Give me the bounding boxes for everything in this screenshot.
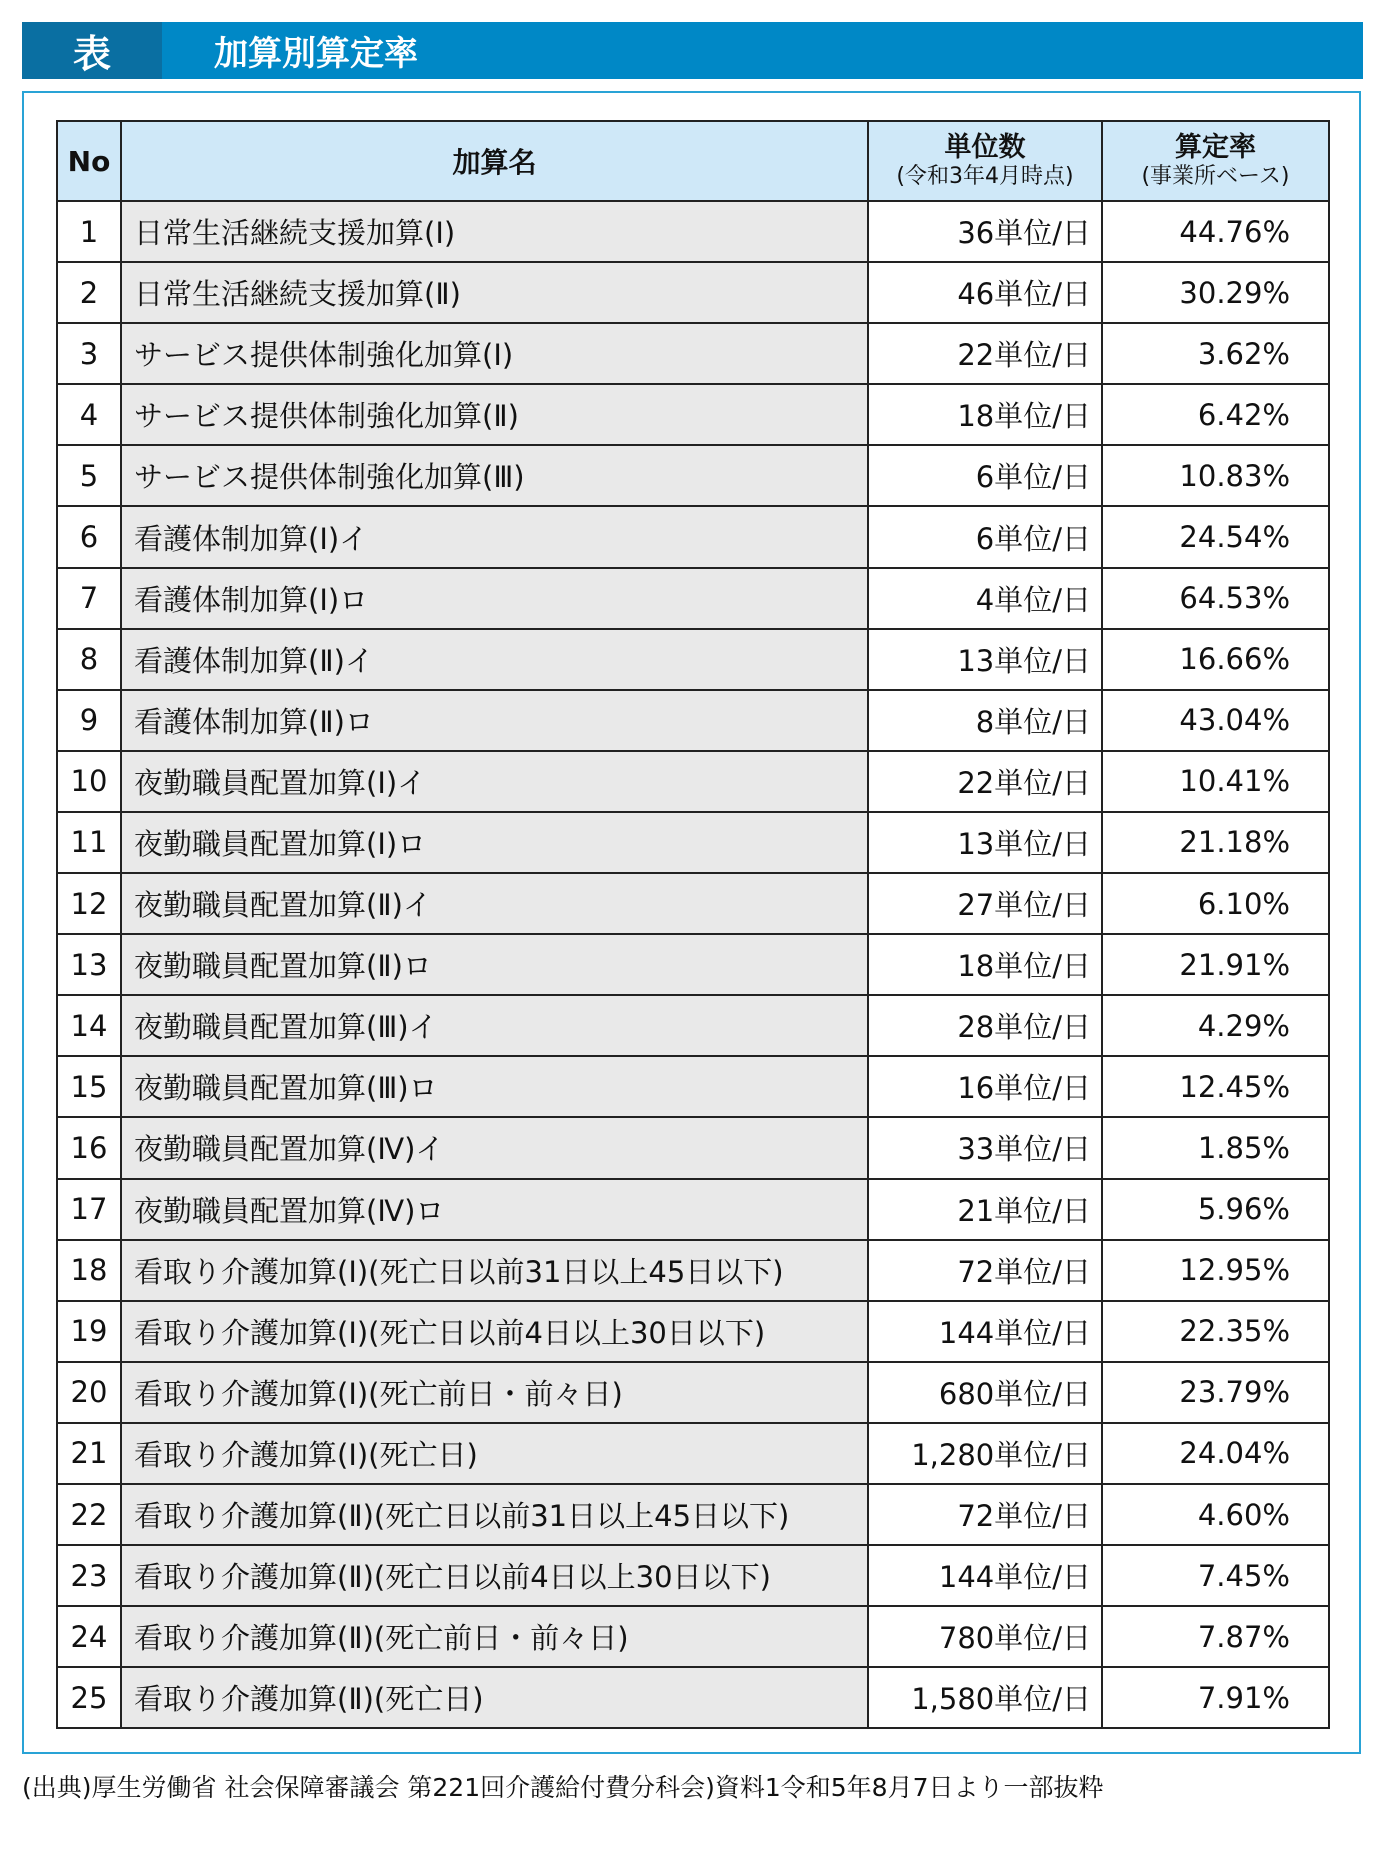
- table-header-row: [57, 121, 1329, 201]
- table-row: [57, 1301, 1329, 1362]
- row-name: 看取り介護加算(Ⅱ)(死亡日): [121, 1667, 868, 1728]
- table-row: [57, 1423, 1329, 1484]
- table-row: [57, 1117, 1329, 1178]
- row-no: 13: [57, 934, 121, 995]
- header-unit: [868, 121, 1102, 201]
- header-name: 加算名: [121, 121, 868, 201]
- row-rate: 4.60%: [1102, 1484, 1329, 1545]
- row-unit: 144単位/日: [868, 1301, 1102, 1362]
- table-row: [57, 1545, 1329, 1606]
- row-rate: 7.91%: [1102, 1667, 1329, 1728]
- row-unit: 36単位/日: [868, 201, 1102, 262]
- row-unit: 16単位/日: [868, 1056, 1102, 1117]
- row-name: 夜勤職員配置加算(Ⅱ)ロ: [121, 934, 868, 995]
- row-rate: 4.29%: [1102, 995, 1329, 1056]
- row-no: 17: [57, 1179, 121, 1240]
- table-row: [57, 1056, 1329, 1117]
- table-row: [57, 812, 1329, 873]
- row-unit: 680単位/日: [868, 1362, 1102, 1423]
- table-row: [57, 629, 1329, 690]
- table-row: [57, 751, 1329, 812]
- row-unit: 72単位/日: [868, 1484, 1102, 1545]
- row-unit: 22単位/日: [868, 751, 1102, 812]
- row-rate: 24.54%: [1102, 506, 1329, 567]
- row-unit: 28単位/日: [868, 995, 1102, 1056]
- row-unit: 6単位/日: [868, 445, 1102, 506]
- row-no: 7: [57, 568, 121, 629]
- row-unit: 33単位/日: [868, 1117, 1102, 1178]
- row-no: 25: [57, 1667, 121, 1728]
- table-row: [57, 995, 1329, 1056]
- row-rate: 43.04%: [1102, 690, 1329, 751]
- row-name: 夜勤職員配置加算(Ⅳ)ロ: [121, 1179, 868, 1240]
- row-unit: 1,280単位/日: [868, 1423, 1102, 1484]
- table-row: [57, 445, 1329, 506]
- row-rate: 30.29%: [1102, 262, 1329, 323]
- row-no: 3: [57, 323, 121, 384]
- row-unit: 18単位/日: [868, 384, 1102, 445]
- row-rate: 22.35%: [1102, 1301, 1329, 1362]
- row-no: 12: [57, 873, 121, 934]
- page-title: 加算別算定率: [214, 34, 418, 74]
- row-name: サービス提供体制強化加算(Ⅲ): [121, 445, 868, 506]
- row-unit: 46単位/日: [868, 262, 1102, 323]
- table-row: [57, 1667, 1329, 1728]
- row-unit: 22単位/日: [868, 323, 1102, 384]
- row-no: 8: [57, 629, 121, 690]
- header-unit-sub: (令和3年4月時点): [896, 164, 1074, 189]
- row-no: 4: [57, 384, 121, 445]
- row-rate: 16.66%: [1102, 629, 1329, 690]
- row-name: 看取り介護加算(Ⅱ)(死亡日以前4日以上30日以下): [121, 1545, 868, 1606]
- table-row: [57, 201, 1329, 262]
- header-no: No: [57, 121, 121, 201]
- row-name: 看護体制加算(Ⅰ)ロ: [121, 568, 868, 629]
- header-rate: [1102, 121, 1329, 201]
- row-rate: 21.18%: [1102, 812, 1329, 873]
- row-no: 19: [57, 1301, 121, 1362]
- row-rate: 10.83%: [1102, 445, 1329, 506]
- table-row: [57, 873, 1329, 934]
- table-row: [57, 1606, 1329, 1667]
- source-note: (出典)厚生労働省 社会保障審議会 第221回介護給付費分科会)資料1令和5年8月7日より一部抜粋: [22, 1773, 1104, 1802]
- table-row: [57, 506, 1329, 567]
- row-name: 看取り介護加算(Ⅰ)(死亡前日・前々日): [121, 1362, 868, 1423]
- row-unit: 13単位/日: [868, 629, 1102, 690]
- row-unit: 6単位/日: [868, 506, 1102, 567]
- row-no: 14: [57, 995, 121, 1056]
- row-name: 看護体制加算(Ⅱ)イ: [121, 629, 868, 690]
- table-row: [57, 323, 1329, 384]
- row-no: 5: [57, 445, 121, 506]
- row-name: 看護体制加算(Ⅱ)ロ: [121, 690, 868, 751]
- table-row: [57, 1240, 1329, 1301]
- row-no: 23: [57, 1545, 121, 1606]
- table-row: [57, 934, 1329, 995]
- row-name: 夜勤職員配置加算(Ⅲ)イ: [121, 995, 868, 1056]
- row-rate: 24.04%: [1102, 1423, 1329, 1484]
- row-unit: 13単位/日: [868, 812, 1102, 873]
- header-rate-main: 算定率: [1175, 132, 1256, 163]
- row-name: 看取り介護加算(Ⅰ)(死亡日以前4日以上30日以下): [121, 1301, 868, 1362]
- table-row: [57, 1179, 1329, 1240]
- row-rate: 3.62%: [1102, 323, 1329, 384]
- row-unit: 8単位/日: [868, 690, 1102, 751]
- row-name: 夜勤職員配置加算(Ⅱ)イ: [121, 873, 868, 934]
- row-no: 22: [57, 1484, 121, 1545]
- row-no: 20: [57, 1362, 121, 1423]
- table-row: [57, 1484, 1329, 1545]
- row-no: 24: [57, 1606, 121, 1667]
- title-bar: [22, 22, 1363, 79]
- row-name: 日常生活継続支援加算(Ⅰ): [121, 201, 868, 262]
- row-rate: 7.45%: [1102, 1545, 1329, 1606]
- table-row: [57, 1362, 1329, 1423]
- table-row: [57, 568, 1329, 629]
- row-unit: 27単位/日: [868, 873, 1102, 934]
- row-no: 10: [57, 751, 121, 812]
- row-rate: 21.91%: [1102, 934, 1329, 995]
- header-rate-sub: (事業所ベース): [1141, 164, 1290, 189]
- row-no: 18: [57, 1240, 121, 1301]
- row-unit: 144単位/日: [868, 1545, 1102, 1606]
- row-unit: 18単位/日: [868, 934, 1102, 995]
- row-no: 15: [57, 1056, 121, 1117]
- header-unit-main: 単位数: [944, 132, 1026, 163]
- rates-table: [56, 120, 1330, 1729]
- row-no: 2: [57, 262, 121, 323]
- row-name: 看護体制加算(Ⅰ)イ: [121, 506, 868, 567]
- row-unit: 21単位/日: [868, 1179, 1102, 1240]
- row-unit: 1,580単位/日: [868, 1667, 1102, 1728]
- row-no: 6: [57, 506, 121, 567]
- row-rate: 1.85%: [1102, 1117, 1329, 1178]
- row-rate: 6.10%: [1102, 873, 1329, 934]
- table-row: [57, 262, 1329, 323]
- row-rate: 23.79%: [1102, 1362, 1329, 1423]
- table-row: [57, 384, 1329, 445]
- row-name: 夜勤職員配置加算(Ⅰ)イ: [121, 751, 868, 812]
- row-rate: 44.76%: [1102, 201, 1329, 262]
- row-name: サービス提供体制強化加算(Ⅰ): [121, 323, 868, 384]
- row-name: 夜勤職員配置加算(Ⅳ)イ: [121, 1117, 868, 1178]
- row-rate: 12.95%: [1102, 1240, 1329, 1301]
- row-rate: 6.42%: [1102, 384, 1329, 445]
- row-no: 9: [57, 690, 121, 751]
- row-name: サービス提供体制強化加算(Ⅱ): [121, 384, 868, 445]
- row-unit: 780単位/日: [868, 1606, 1102, 1667]
- row-unit: 72単位/日: [868, 1240, 1102, 1301]
- row-rate: 7.87%: [1102, 1606, 1329, 1667]
- row-unit: 4単位/日: [868, 568, 1102, 629]
- row-no: 21: [57, 1423, 121, 1484]
- row-rate: 64.53%: [1102, 568, 1329, 629]
- row-no: 16: [57, 1117, 121, 1178]
- row-no: 1: [57, 201, 121, 262]
- row-name: 日常生活継続支援加算(Ⅱ): [121, 262, 868, 323]
- row-name: 看取り介護加算(Ⅱ)(死亡日以前31日以上45日以下): [121, 1484, 868, 1545]
- row-rate: 12.45%: [1102, 1056, 1329, 1117]
- table-row: [57, 690, 1329, 751]
- row-name: 看取り介護加算(Ⅰ)(死亡日以前31日以上45日以下): [121, 1240, 868, 1301]
- row-name: 夜勤職員配置加算(Ⅰ)ロ: [121, 812, 868, 873]
- title-tag: 表: [22, 22, 162, 79]
- row-rate: 10.41%: [1102, 751, 1329, 812]
- row-name: 看取り介護加算(Ⅱ)(死亡前日・前々日): [121, 1606, 868, 1667]
- row-name: 看取り介護加算(Ⅰ)(死亡日): [121, 1423, 868, 1484]
- row-no: 11: [57, 812, 121, 873]
- row-rate: 5.96%: [1102, 1179, 1329, 1240]
- row-name: 夜勤職員配置加算(Ⅲ)ロ: [121, 1056, 868, 1117]
